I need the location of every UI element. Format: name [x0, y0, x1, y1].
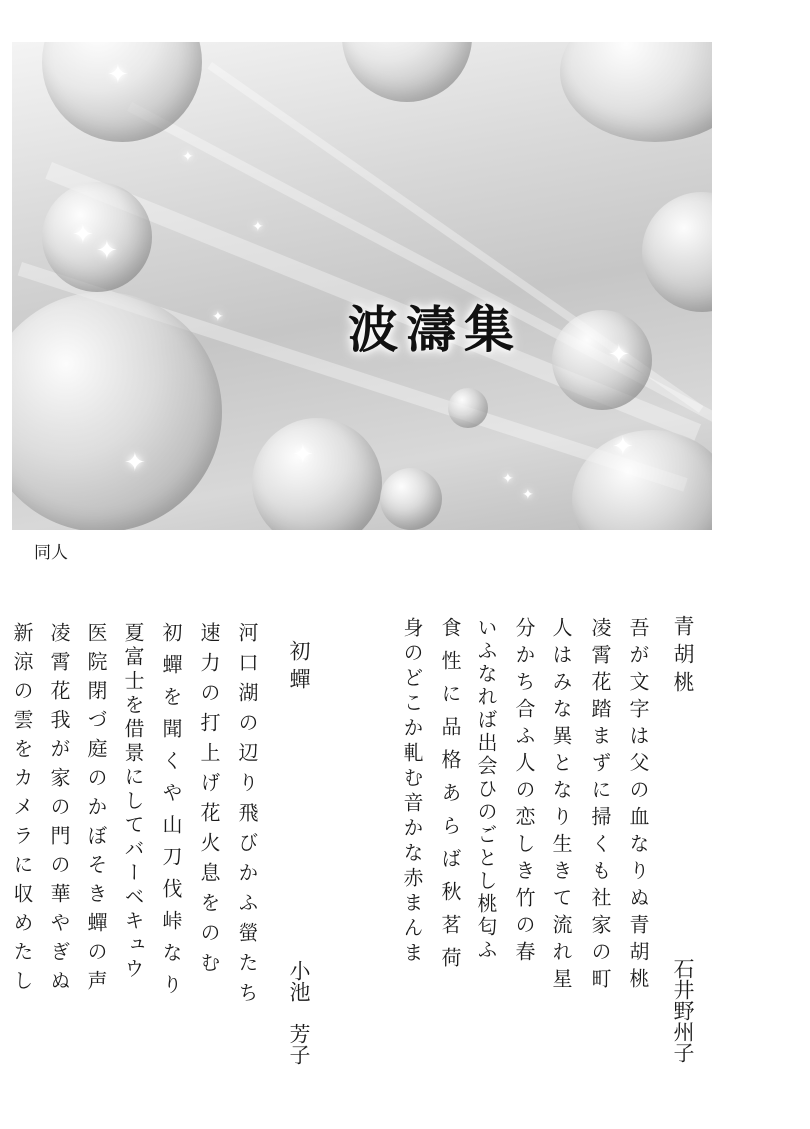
- section1-poem-2: 凌霄花踏まずに掃くも社家の町: [588, 617, 612, 995]
- bubble: [642, 192, 712, 312]
- section2-poem-5: 医院閉づ庭のかぼそき蟬の声: [84, 622, 108, 999]
- sparkle-icon: ✦: [612, 432, 634, 462]
- section1-poem-6: 食性に品格あらば秋茗荷: [438, 617, 462, 980]
- bubble: [448, 388, 488, 428]
- bubble: [252, 418, 382, 530]
- sparkle-icon: ✦: [608, 340, 630, 370]
- page-title: 波濤集: [348, 301, 522, 359]
- sparkle-icon: ✦: [124, 448, 146, 478]
- bubble: [572, 430, 712, 530]
- section1-poem-1: 吾が文字は父の血なりぬ青胡桃: [626, 617, 650, 995]
- section2-poem-3: 初蟬を聞くや山刀伐峠なり: [159, 622, 183, 1006]
- section2-author: 小池 芳子: [287, 960, 311, 1065]
- section2-title: 初蟬: [287, 640, 311, 696]
- section1-poem-4: 分かち合ふ人の恋しき竹の春: [512, 617, 536, 968]
- sparkle-icon: ✦: [212, 309, 224, 325]
- sparkle-icon: ✦: [96, 236, 118, 266]
- section2-poem-6: 凌霄花我が家の門の華やぎぬ: [47, 622, 71, 999]
- bubble: [560, 42, 712, 142]
- member-label: 同人: [34, 543, 68, 563]
- section2-poem-1: 河口湖の辺り飛びかふ螢たち: [235, 622, 259, 1012]
- bubble: [380, 468, 442, 530]
- sparkle-icon: ✦: [107, 60, 129, 90]
- section1-author: 石井野州子: [671, 958, 695, 1063]
- sparkle-icon: ✦: [292, 440, 314, 470]
- sparkle-icon: ✦: [72, 220, 94, 250]
- header-banner: [12, 42, 712, 530]
- sparkle-icon: ✦: [252, 219, 264, 235]
- section2-poem-4: 夏富士を借景にしてバーベキュウ: [121, 622, 145, 982]
- sparkle-icon: ✦: [522, 487, 534, 503]
- section1-poem-7: 身のどこか軋む音かな赤まんま: [400, 617, 424, 967]
- bubble: [342, 42, 472, 102]
- sparkle-icon: ✦: [182, 149, 194, 165]
- section1-poem-5: いふなれば出会ひのごとし桃匂ふ: [474, 617, 498, 962]
- sparkle-icon: ✦: [502, 471, 514, 487]
- bubble: [552, 310, 652, 410]
- section2-poem-2: 速力の打上げ花火息をのむ: [197, 622, 221, 982]
- section1-poem-3: 人はみな異となり生きて流れ星: [549, 617, 573, 995]
- section1-title: 青胡桃: [671, 615, 695, 699]
- section2-poem-7: 新涼の雲をカメラに収めたし: [10, 622, 34, 999]
